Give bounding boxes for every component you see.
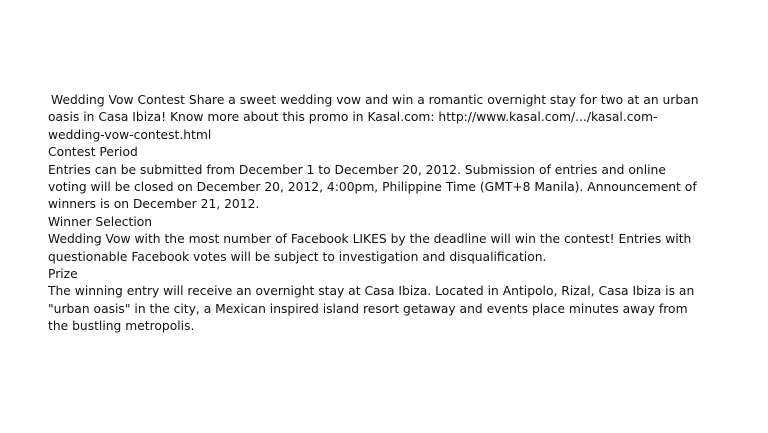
document-body	[48, 92, 708, 336]
section-heading-contest-period: Contest Period	[48, 145, 138, 160]
section-heading-prize: Prize	[48, 267, 78, 282]
section-body-prize: The winning entry will receive an overnight stay at Casa Ibiza. Located in Antipolo, Rizal, Casa Ibiza is an "urban oasis" in the city, a Mexican inspired island resort getaway and events place minutes away from the bustling metropolis.	[48, 284, 695, 334]
section-body-winner-selection: Wedding Vow with the most number of Facebook LIKES by the deadline will win the contest! Entries with questionable Facebook votes will be subject to investigation and disqualification.	[48, 232, 692, 264]
section-body-contest-period: Entries can be submitted from December 1 to December 20, 2012. Submission of entries and online voting will be closed on December 20, 2012, 4:00pm, Philippine Time (GMT+8 Manila). Announcement of winners is on December 21, 2012.	[48, 162, 697, 212]
section-heading-winner-selection: Winner Selection	[48, 214, 153, 229]
intro-paragraph: Wedding Vow Contest Share a sweet wedding vow and win a romantic overnight stay for two at an urban oasis in Casa Ibiza! Know more about this promo in Kasal.com: http://www.kasal.com/.../kasal.com-wedding-vow-contest.html	[48, 93, 699, 142]
